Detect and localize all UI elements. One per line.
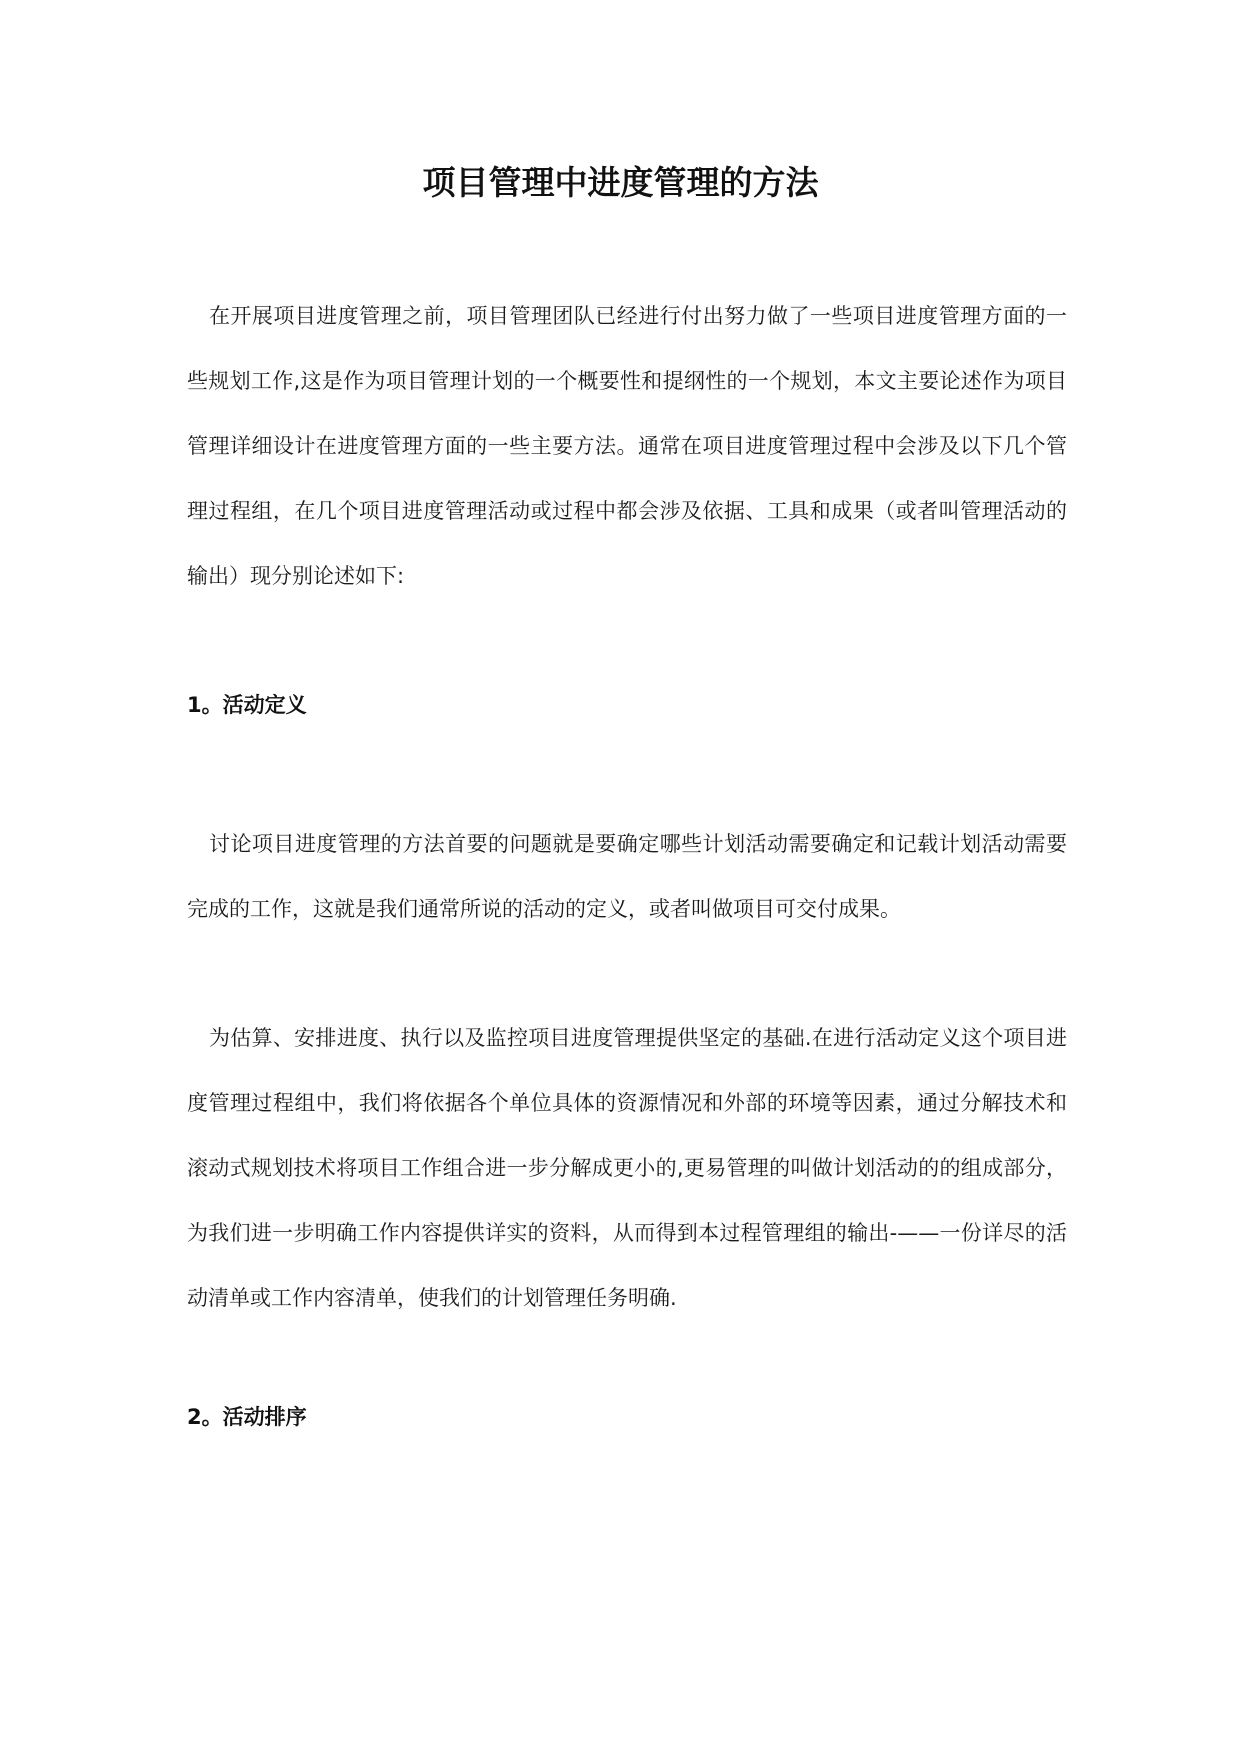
intro-paragraph: 在开展项目进度管理之前，项目管理团队已经进行付出努力做了一些项目进度管理方面的一些规划工作,这是作为项目管理计划的一个概要性和提纲性的一个规划，本文主要论述作为项目管理详细设计在进度管理方面的一些主要方法。通常在项目进度管理过程中会涉及以下几个管理过程组，在几个项目进度管理活动或过程中都会涉及依据、工具和成果（或者叫管理活动的输出）现分别论述如下: <box>187 304 1067 588</box>
section-heading-activity-sequencing: 2。活动排序 <box>187 1405 307 1429</box>
section1-paragraph-1: 讨论项目进度管理的方法首要的问题就是要确定哪些计划活动需要确定和记载计划活动需要完成的工作，这就是我们通常所说的活动的定义，或者叫做项目可交付成果。 <box>187 832 1067 921</box>
section1-paragraph-2: 为估算、安排进度、执行以及监控项目进度管理提供坚定的基础.在进行活动定义这个项目进度管理过程组中，我们将依据各个单位具体的资源情况和外部的环境等因素，通过分解技术和滚动式规划技术将项目工作组合进一步分解成更小的,更易管理的叫做计划活动的的组成部分，为我们进一步明确工作内容提供详实的资料，从而得到本过程管理组的输出-——一份详尽的活动清单或工作内容清单，使我们的计划管理任务明确. <box>187 1026 1067 1310</box>
document-title: 项目管理中进度管理的方法 <box>422 163 819 202</box>
section-heading-activity-definition: 1。活动定义 <box>187 693 307 717</box>
